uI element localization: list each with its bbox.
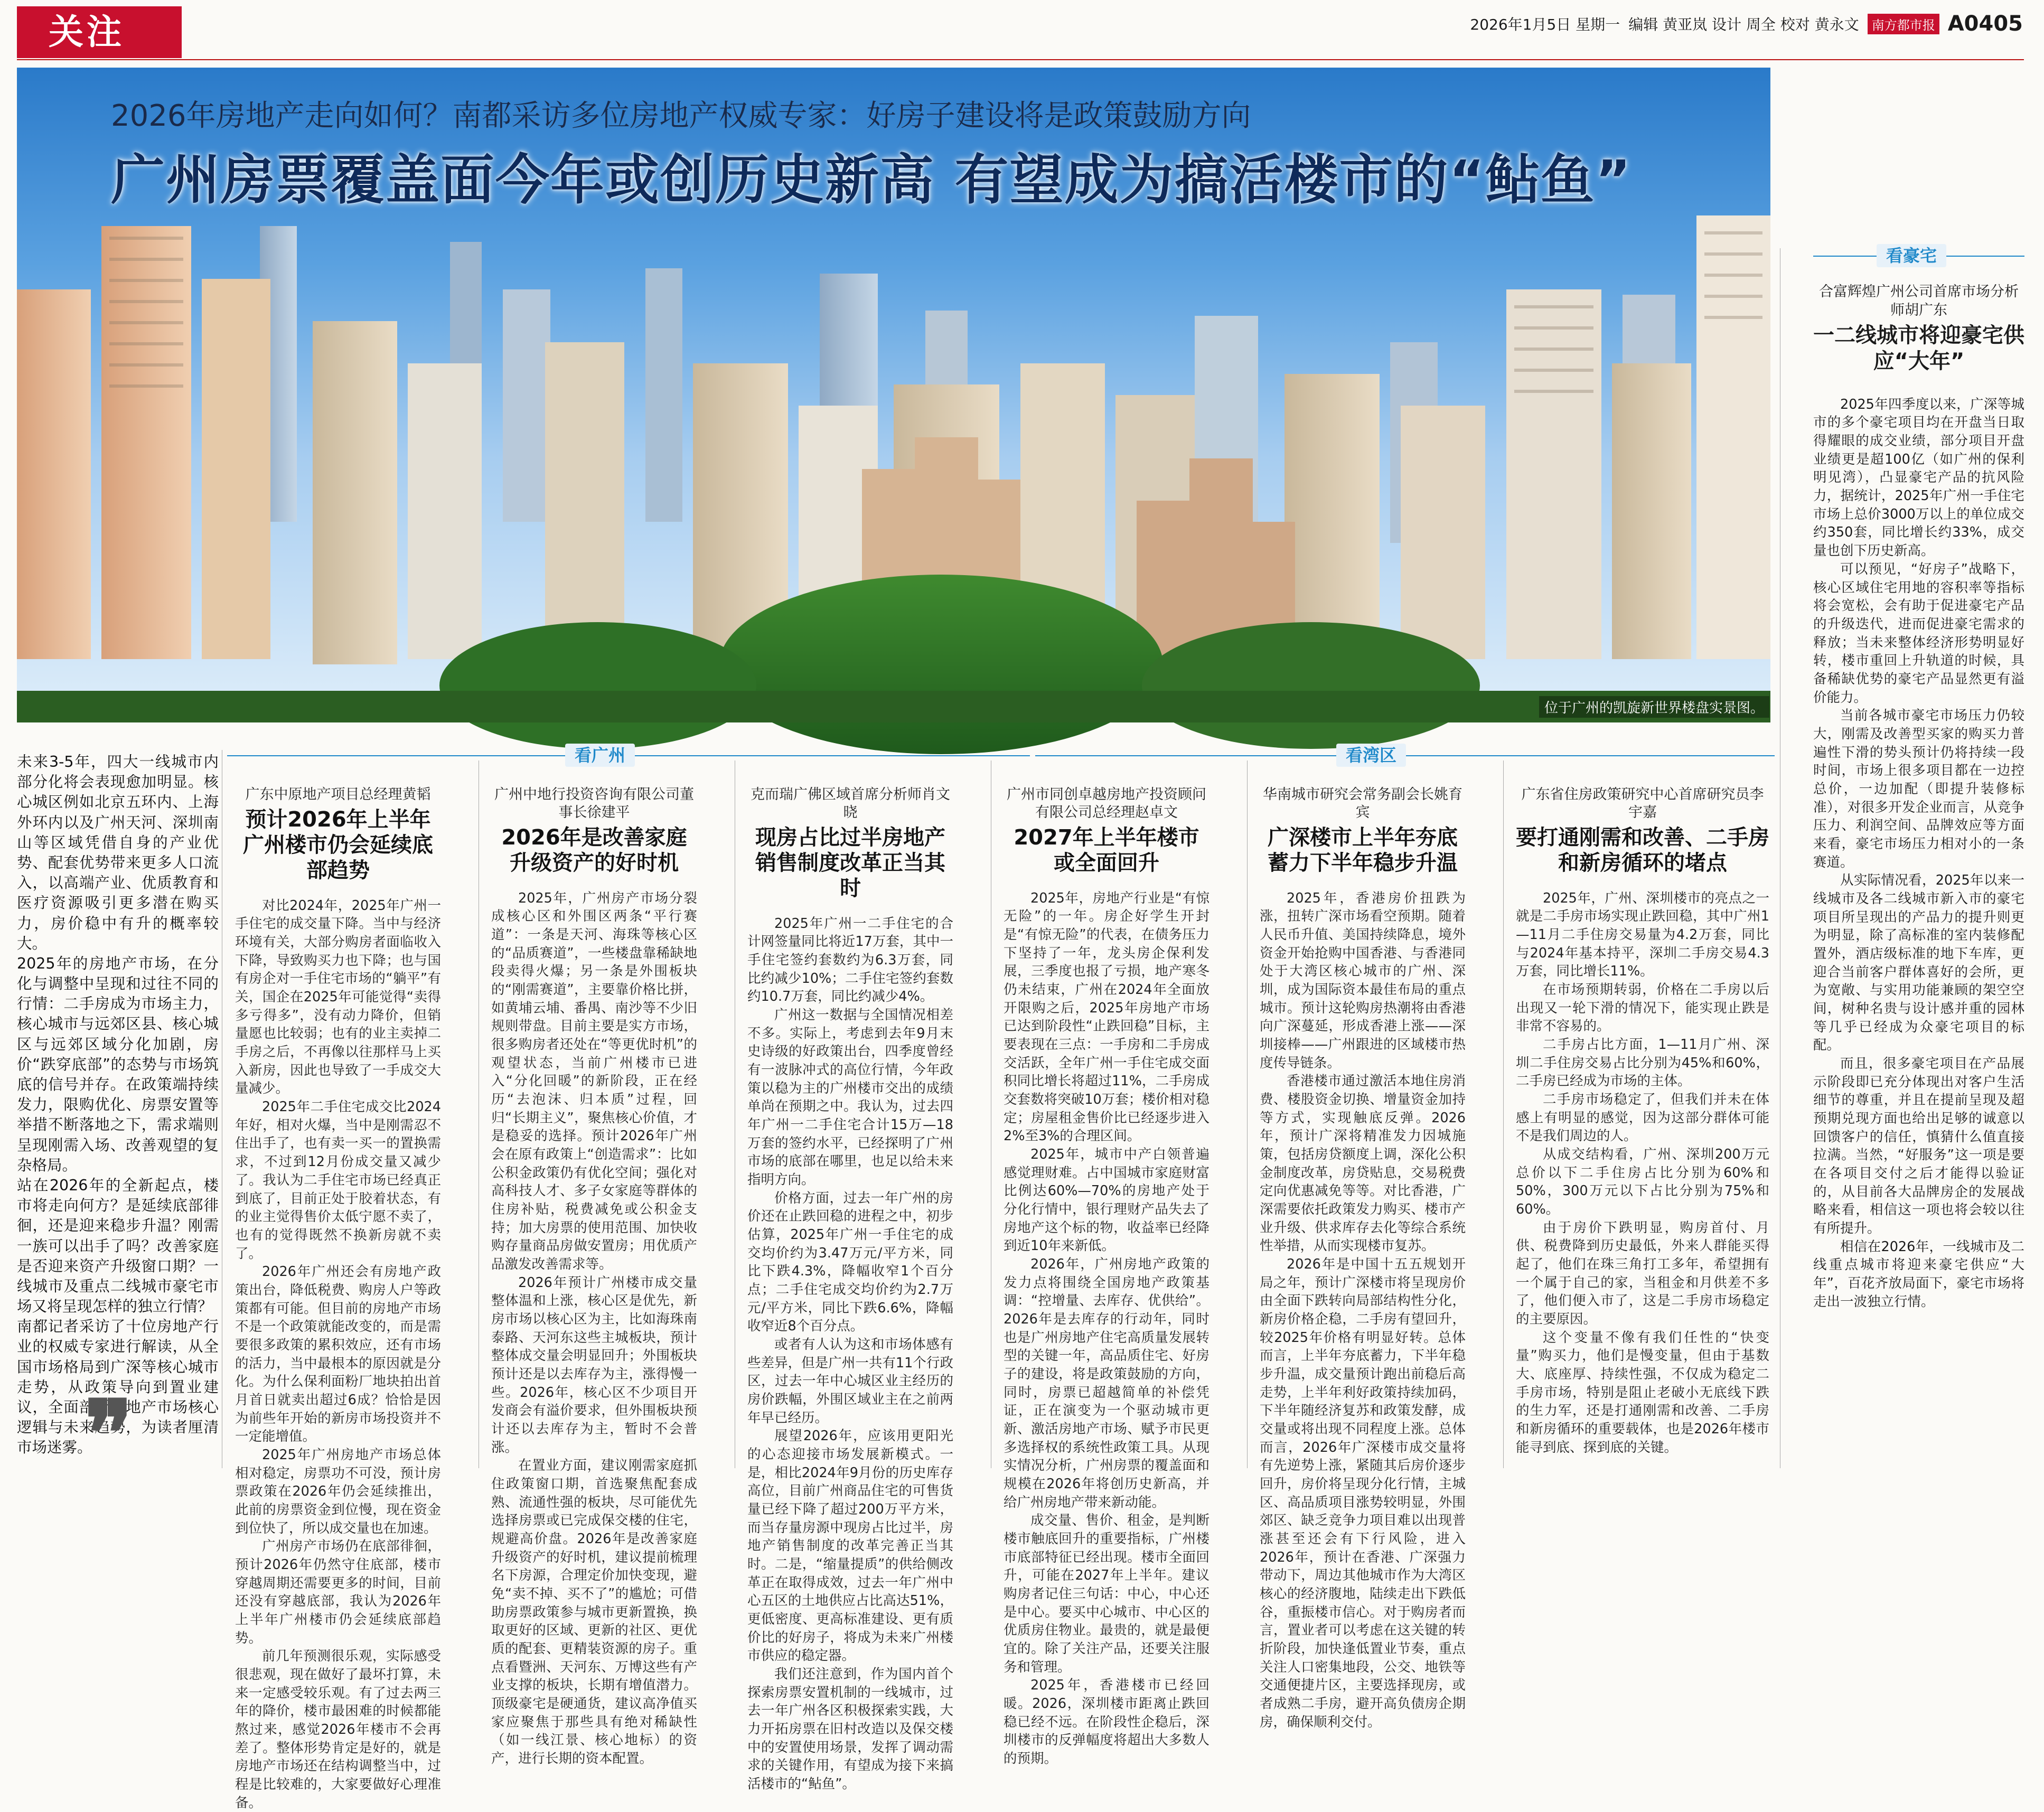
section-label: 看广州 — [565, 744, 635, 767]
body-paragraph: 2026年预计广州楼市成交量整体温和上涨，核心区是优先，新房市场以核心区为主，比如海珠南泰路、天河东这些主城板块，预计整体成交量会明显回升；外围板块预计还是以去库存为主，涨得慢一些。2026年，核心区不少项目开发商会有溢价要求，但外围板块预计还以去库存为主，暂时不会普涨。 — [491, 1274, 697, 1456]
column-headline: 一二线城市将迎豪宅供应“大年” — [1813, 323, 2024, 373]
body-paragraph: 从实际情况看，2025年以来一线城市及各二线城市新入市的豪宅项目所呈现出的产品力的提升则更为明显，除了高标准的室内装修配置外，酒店级标准的地下车库，更迎合当前客户群体喜好的会所，更为宽敞、与实用功能兼顾的架空空间，树种名贵与设计感并重的园林等几乎已经成为众豪宅项目的标配。 — [1813, 872, 2024, 1054]
issue-date: 2026年1月5日 星期一 — [1470, 16, 1620, 33]
column-body — [1516, 889, 1769, 1457]
section-header-luxury — [1813, 244, 2024, 265]
body-paragraph: 2025年四季度以来，广深等城市的多个豪宅项目均在开盘当日取得耀眼的成交业绩，部分项目开盘业绩更是超100亿（如广州的保利明见湾），凸显豪宅产品的抗风险力，据统计，2025年广州一手住宅市场上总价3000万以上的单位成交约350套，同比增长约33%，成交量也创下历史新高。 — [1813, 396, 2024, 559]
expert-source: 广东省住房政策研究中心首席研究员李宇嘉 — [1521, 786, 1764, 821]
expert-source: 广州市同创卓越房地产投资顾问有限公司总经理赵卓文 — [1007, 786, 1206, 821]
photo-caption: 位于广州的凯旋新世界楼盘实景图。 — [1539, 696, 1769, 718]
expert-column — [491, 786, 697, 1768]
section-label: 看湾区 — [1336, 744, 1406, 767]
body-paragraph: 2026年是中国十五五规划开局之年，预计广深楼市将呈现房价由全面下跌转向局部结构性分化，新房价格企稳，二手房有望回升，较2025年价格有明显好转。总体而言，上半年夯底蓄力，下半年稳步升温，成交量预计跑出前稳后高走势，上半年利好政策持续加码，下半年随经济复苏和政策发酵，成交量或将出现不同程度上涨。总体而言，2026年广深楼市成交量将有先逆势上涨，紧随其后房价逐步回升，房价将呈现分化行情，主城区、高品质项目涨势较明显，外围郊区、缺乏竞争力项目难以出现普涨甚至还会有下行风险，进入2026年，预计在香港、广深强力带动下，周边其他城市作为大湾区核心的经济腹地，陆续走出下跌低谷，重振楼市信心。对于购房者而言，置业者可以考虑在这关键的转折阶段，加快逢低置业节奏，重点关注人口密集地段，公交、地铁等交通便捷片区，主要选择现房，或者成熟二手房，避开高负债房企期房，确保顺利交付。 — [1260, 1256, 1466, 1730]
body-paragraph: 成交量、售价、租金，是判断楼市触底回升的重要指标，广州楼市底部特征已经出现。楼市全面回升，可能在2027年上半年。建议购房者记住三句话：中心，中心还是中心。要买中心城市、中心区的优质房住物业。最贵的，就是最便宜的。除了关注产品，还要关注服务和管理。 — [1004, 1513, 1209, 1675]
body-paragraph: 当前各城市豪宅市场压力仍较大，刚需及改善型买家的购买力普遍性下滑的势头预计仍将持续一段时间，市场上很多项目都在一边控总价，一边加配（即提升装修标准），对很多开发企业而言，从竞争压力、利润空间、品牌效应等方面来看，豪宅市场压力相对小的一条赛道。 — [1813, 708, 2024, 870]
header-rule — [17, 59, 2024, 60]
body-paragraph: 或者有人认为这和市场体感有些差异，但是广州一共有11个行政区，过去一年中心城区业主经历的房价跌幅，外围区域业主在之前两年早已经历。 — [747, 1336, 953, 1426]
column-headline: 要打通刚需和改善、二手房和新房循环的堵点 — [1516, 825, 1769, 875]
body-paragraph: 二手房占比方面，1—11月广州、深圳二手住房交易占比分别为45%和60%，二手房已经成为市场的主体。 — [1516, 1036, 1769, 1090]
expert-source: 广州中地行投资咨询有限公司董事长徐建平 — [494, 786, 694, 821]
newspaper-badge: 南方都市报 — [1868, 14, 1939, 34]
body-paragraph: 2025年，香港房价扭跌为涨，扭转广深市场看空预期。随着人民币升值、美国持续降息，境外资金开始抢购中国香港、与香港同处于大湾区核心城市的广州、深圳，成为国际资本最佳布局的重点城市。预计这轮购房热潮将由香港向广深蔓延，形成香港上涨——深圳接棒——广州跟进的区域楼市热度传导链条。 — [1260, 890, 1466, 1071]
intro-paragraph: 站在2026年的全新起点，楼市将走向何方？是延续底部徘徊，还是迎来稳步升温？刚需一族可以出手了吗？改善家庭是否迎来资产升级窗口期？一线城市及重点二线城市豪宅市场又将呈现怎样的独立行情？ — [17, 1176, 219, 1316]
column-body — [1004, 889, 1209, 1768]
section-tag: 关注 — [17, 6, 182, 58]
body-paragraph: 二手房市场稳定了，但我们并未在体感上有明显的感觉，因为这部分群体可能不是我们周边的人。 — [1516, 1091, 1769, 1144]
column-headline: 广深楼市上半年夯底蓄力下半年稳步升温 — [1268, 825, 1458, 875]
body-paragraph: 广州这一数据与全国情况相差不多。实际上，考虑到去年9月末史诗级的好政策出台，四季度曾经有一波脉冲式的高位行情，今年政策以稳为主的广州楼市交出的成绩单尚在预期之中。我认为，过去四年广州一二手住宅合计15万—18万套的签约水平，已经探明了广州市场的底部在哪里，也足以给未来指明方向。 — [747, 1007, 953, 1188]
body-paragraph: 2026年广州还会有房地产政策出台，降低税费、购房人户等政策都有可能。但目前的房地产市场不是一个政策就能改变的，而是需要很多政策的累积效应，还有市场的活力，当中最根本的原因就是分化。为什么保利面粉厂地块拍出首月首日就卖出超过6成？恰恰是因为前些年开始的新房市场投资并不一定能增值。 — [235, 1264, 441, 1445]
column-headline: 2027年上半年楼市或全面回升 — [1014, 825, 1199, 875]
column-body — [491, 889, 697, 1768]
body-paragraph: 2026年，广州房地产政策的发力点将围绕全国房地产政策基调：“控增量、去库存、优供给”。2026年是去库存的行动年，同时也是广州房地产住宅高质量发展转型的关键一年，高品质住宅、好房子的建设，将是政策鼓励的方向，同时，房票已超越简单的补偿凭证，正在演变为一个驱动城市更新、激活房地产市场、赋予市民更多选择权的系统性政策工具。从现实情况分析，广州房票的覆盖面和规模在2026年将创历史新高，并给广州房地产带来新动能。 — [1004, 1256, 1209, 1510]
body-paragraph: 展望2026年，应该用更阳光的心态迎接市场发展新模式。一是，相比2024年9月份的历史库存高位，目前广州商品住宅的可售货量已经下降了超过200万平方米，而当存量房源中现房占比过半，房地产销售制度的改革完善正当其时。二是，“缩量提质”的供给侧改革正在取得成效，过去一年广州中心五区的土地供应占比高达51%，更低密度、更高标准建设、更有质价比的好房子，将成为未来广州楼市供应的稳定器。 — [747, 1428, 953, 1664]
expert-source: 广东中原地产项目总经理黄韬 — [245, 786, 431, 803]
column-divider — [1247, 761, 1248, 1468]
expert-column — [235, 786, 441, 1812]
column-body — [235, 897, 441, 1812]
body-paragraph: 2025年广州房地产市场总体相对稳定，房票功不可没，预计房票政策在2026年仍会延续推出，此前的房票资金到位慢，现在资金到位快了，所以成交量也在加速。 — [235, 1447, 441, 1536]
body-paragraph: 从成交结构看，广州、深圳200万元总价以下二手住房占比分别为60%和50%，300万元以下占比分别为75%和60%。 — [1516, 1146, 1769, 1217]
column-headline: 预计2026年上半年广州楼市仍会延续底部趋势 — [243, 807, 433, 882]
column-body — [1260, 889, 1466, 1732]
section-header-bay — [1035, 744, 1775, 765]
expert-column — [1004, 786, 1209, 1768]
body-paragraph: 2025年，广州、深圳楼市的亮点之一就是二手房市场实现止跌回稳，其中广州1—11月二手住房交易量为4.2万套，同比与2024年基本持平，深圳二手房交易4.3万套，同比增长11%。 — [1516, 890, 1769, 980]
body-paragraph: 价格方面，过去一年广州的房价还在止跌回稳的进程之中，初步估算，2025年广州一手住宅的成交均价约为3.47万元/平方米，同比下跌4.3%，降幅收窄1个百分点；二手住宅成交均价约为2.7万元/平方米，同比下跌6.6%，降幅收窄近8个百分点。 — [747, 1190, 953, 1335]
column-body — [1813, 396, 2024, 1311]
body-paragraph: 2025年，香港楼市已经回暖。2026，深圳楼市距离止跌回稳已经不远。在阶段性企稳后，深圳楼市的反弹幅度将超出大多数人的预期。 — [1004, 1677, 1209, 1767]
column-headline: 2026年是改善家庭升级资产的好时机 — [501, 825, 687, 875]
body-paragraph: 2025年，房地产行业是“有惊无险”的一年。房企好学生开封是“有惊无险”的代表，在债务压力下坚持了一年，龙头房企保利发展，三季度也报了亏损，地产寒冬仍未结束，广州在2024年全面放开限购之后，2025年房地产市场已达到阶段性“止跌回稳”目标，主要表现在三点：一手房和二手房成交活跃，全年广州一手住宅成交面积同比增长将超过11%，二手房成交套数将突破10万套；楼价相对稳定；房屋租金售价比已经逐步进入2%至3%的合理区间。 — [1004, 890, 1209, 1144]
intro-paragraph: 2025年的房地产市场，在分化与调整中呈现和过往不同的行情：二手房成为市场主力，核心城市与远郊区县、核心城区与远郊区域分化加剧，房价“跌穿底部”的态势与市场筑底的信号并存。在政策端持续发力，限购优化、房票安置等举措不断落地之下，需求端则呈现刚需入场、改善观望的复杂格局。 — [17, 954, 219, 1174]
intro-paragraph: 南都记者采访了十位房地产行业的权威专家进行解读，从全国市场格局到广深等核心城市走势，从政策导向到置业建议，全面剖析房地产市场核心逻辑与未来趋势，为读者厘清市场迷雾。 — [17, 1318, 219, 1457]
column-headline: 现房占比过半房地产销售制度改革正当其时 — [755, 825, 945, 900]
hero-subtitle: 2026年房地产走向如何？南都采访多位房地产权威专家：好房子建设将是政策鼓励方向 — [111, 99, 1251, 133]
expert-column — [747, 786, 953, 1794]
section-label: 看豪宅 — [1877, 244, 1946, 267]
expert-column — [1260, 786, 1466, 1731]
body-paragraph: 广州房产市场仍在底部徘徊，预计2026年仍然守住底部，楼市穿越周期还需要更多的时间，目前还没有穿越底部，我认为2026年上半年广州楼市仍会延续底部趋势。 — [235, 1538, 441, 1646]
body-paragraph: 2025年二手住宅成交比2024年好，相对火爆，当中是刚需忍不住出手了，也有卖一买一的置换需求，不过到12月份成交量又减少了。我认为二手住宅市场已经真正到底了，目前正处于胶着状态，有的业主觉得售价太低宁愿不卖了，也有的觉得既然不换新房就不卖了。 — [235, 1099, 441, 1262]
body-paragraph: 在置业方面，建议刚需家庭抓住政策窗口期，首选聚焦配套成熟、流通性强的板块，尽可能优先选择房票或已完成保交楼的住宅，规避高价盘。2026年是改善家庭升级资产的好时机，建议提前梳理名下房源，合理定价加快变现，避免“卖不掉、买不了”的尴尬；可借助房票政策参与城市更新置换，换取更好的区域、更新的社区、更优质的配套、更精装资源的房子。重点看暨洲、天河东、万博这些有产业支撑的板块，长期有增值潜力。顶级豪宅是硬通货，建议高净值买家应聚焦于那些具有绝对稀缺性（如一线江景、核心地标）的资产，进行长期的资本配置。 — [491, 1458, 697, 1767]
column-divider — [1503, 761, 1504, 1468]
main-headline: 广州房票覆盖面今年或创历史新高 有望成为搞活楼市的“鲇鱼” — [111, 149, 1632, 212]
expert-column — [1516, 786, 1769, 1457]
body-paragraph: 由于房价下跌明显，购房首付、月供、税费降到历史最低，外来人群能买得起了，他们在珠三角打工多年，希望拥有一个属于自己的家，当租金和月供差不多了，他们便入市了，这是二手房市场稳定的主要原因。 — [1516, 1219, 1769, 1327]
expert-source: 华南城市研究会常务副会长姚育宾 — [1263, 786, 1462, 821]
page-meta — [1470, 12, 2023, 36]
editors-line: 编辑 黄亚岚 设计 周全 校对 黄永文 — [1628, 16, 1859, 33]
body-paragraph: 可以预见，“好房子”战略下，核心区域住宅用地的容积率等指标将会宽松，会有助于促进豪宅产品的升级迭代，进而促进豪宅需求的释放；当未来整体经济形势明显好转，楼市重回上升轨道的时候，具备稀缺优势的豪宅产品显然更有溢价能力。 — [1813, 561, 2024, 706]
quote-mark-icon: ❞ — [85, 1381, 133, 1486]
body-paragraph: 2025年广州一二手住宅的合计网签量同比将近17万套，其中一手住宅签约套数约为6.3万套，同比约减少10%；二手住宅签约套数约10.7万套，同比约减少4%。 — [747, 915, 953, 1005]
body-paragraph: 2025年，广州房产市场分裂成核心区和外围区两条“平行赛道”：一条是天河、海珠等核心区的“品质赛道”，一些楼盘靠稀缺地段卖得火爆；另一条是外围板块的“刚需赛道”，主要靠价格比拼，如黄埔云埔、番禺、南沙等不少旧规则带盘。目前主要是实方市场，很多购房者还处在“等更优时机”的观望状态，当前广州楼市已进入“分化回暖”的新阶段，正在经历“去泡沫、归本质”过程，回归“长期主义”，聚焦核心价值，才是稳妥的选择。预计2026年广州会在原有政策上“创造需求”：比如公积金政策仍有优化空间；强化对高科技人才、多子女家庭等群体的住房补贴，税费减免或公积金支持；加大房票的使用范围、加快收购存量商品房做安置房；用优质产品激发改善需求等。 — [491, 890, 697, 1272]
body-paragraph: 相信在2026年，一线城市及二线重点城市将迎来豪宅供应“大年”，百花齐放局面下，豪宅市场将走出一波独立行情。 — [1813, 1238, 2024, 1310]
body-paragraph: 前几年预测很乐观，实际感受很悲观，现在做好了最坏打算，未来一定感受较乐观。有了过去两三年的降价，楼市最困难的时候都能熬过来，感觉2026年楼市不会再差了。整体形势肯定是好的，就是房地产市场还在结构调整当中，过程是比较难的，大家要做好心理准备。 — [235, 1648, 441, 1811]
expert-source: 合富辉煌广州公司首席市场分析师胡广东 — [1819, 284, 2019, 319]
intro-paragraph: 未来3-5年，四大一线城市内部分化将会表现愈加明显。核心城区例如北京五环内、上海外环内以及广州天河、深圳南山等区域凭借自身的产业优势、配套优势带来更多人口流入，以高端产业、优质教育和医疗资源吸引更多潜在购买力，房价稳中有升的概率较大。 — [17, 753, 219, 952]
body-paragraph: 对比2024年，2025年广州一手住宅的成交量下降。当中与经济环境有关，大部分购房者面临收入下降，导致购买力也下降；也与国有房企对一手住宅市场的“躺平”有关，国企在2025年可能觉得“卖得多亏得多”，没有动力降价，但销量愿也比较弱；也有的业主卖掉二手房之后，不再像以往那样马上买入新房，因此也导致了一手成交大量减少。 — [235, 897, 441, 1097]
section-header-guangzhou — [227, 744, 1030, 765]
body-paragraph: 2025年，城市中产白领普遍感觉理财难。占中国城市家庭财富比例达60%—70%的房地产处于分化行情中，银行理财产品失去了房地产这个标的物，收益率已经降到近10年来新低。 — [1004, 1146, 1209, 1254]
column-body — [747, 915, 953, 1794]
body-paragraph: 而且，很多豪宅项目在产品展示阶段即已充分体现出对客户生活细节的尊重，并且在提前呈现及超预期兑现方面也给出足够的诚意以回馈客户的信任，慎猜什么值直接拉满。当然，“好服务”这一项是要在各项目交付之后才能得以验证的，从目前各大品牌房企的发展战略来看，相信这一项也将会较以往有所提升。 — [1813, 1055, 2024, 1237]
body-paragraph: 香港楼市通过激活本地住房消费、楼股资金切换、增量资金加持等方式，实现触底反弹。2026年，预计广深将精准发力因城施策，包括房贷额度上调，深化公积金制度改革，房贷贴息，交易税费定向优惠减免等等。对比香港，广深需要依托政策发力购买、楼市产业升级、供求库存去化等综合系统性举措，从而实现楼市复苏。 — [1260, 1073, 1466, 1254]
body-paragraph: 这个变量不像有我们任性的“快变量”购买力，他们是慢变量，但由于基数大、底座厚、持续性强，不仅成为稳定二手房市场，特别是阻止老破小无底线下跌的生力军，还是打通刚需和改善、二手房和新房循环的重要载体，也是2026年楼市能寻到底、探到底的关键。 — [1516, 1329, 1769, 1456]
luxury-column — [1813, 283, 2024, 1311]
expert-source: 克而瑞广佛区域首席分析师肖文晓 — [751, 786, 950, 821]
body-paragraph: 我们还注意到，作为国内首个探索房票安置机制的一线城市，过去一年广州各区积极探索实践，大力开拓房票在旧村改造以及保交楼中的安置使用场景，发挥了调动需求的关键作用，有望成为接下来搞活楼市的“鲇鱼”。 — [747, 1666, 953, 1792]
page-number: A0405 — [1947, 12, 2023, 36]
intro-column — [17, 752, 219, 1458]
body-paragraph: 在市场预期转弱，价格在二手房以后出现又一轮下滑的情况下，能实现止跌是非常不容易的。 — [1516, 981, 1769, 1035]
